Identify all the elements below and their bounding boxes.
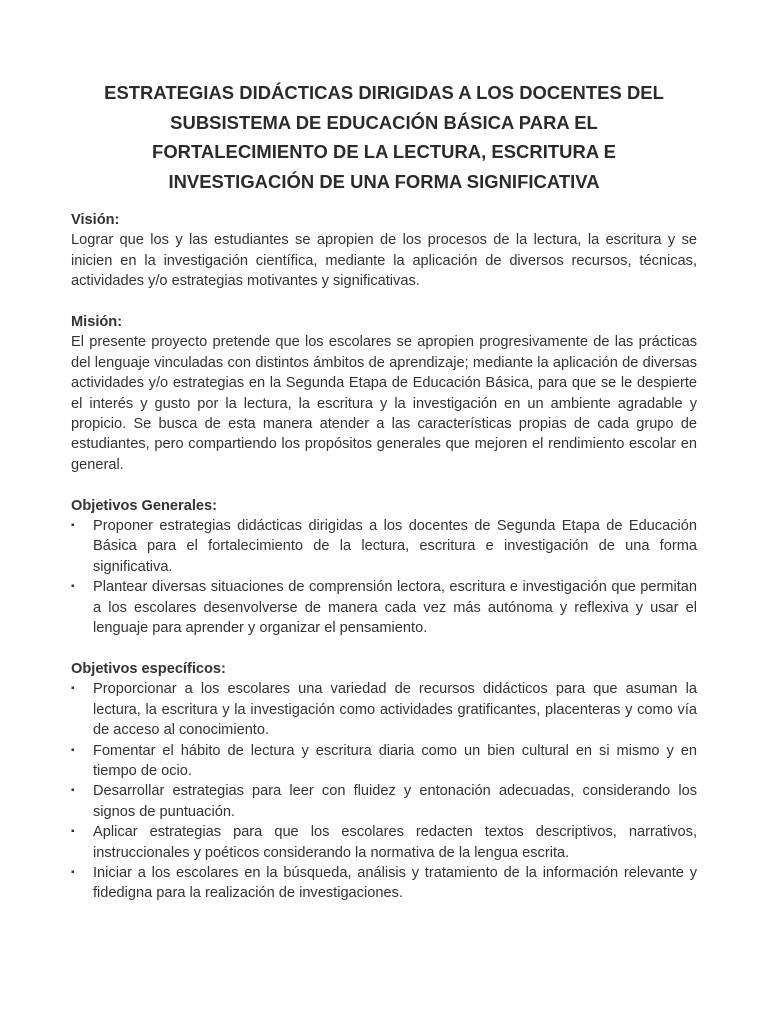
square-bullet-icon: ▪ xyxy=(71,866,75,878)
objetivos-especificos-list xyxy=(71,679,697,903)
list-item-text: Aplicar estrategias para que los escolares redacten textos descriptivos, narrativos, instruccionales y poéticos considerando la normativa de la lengua escrita. xyxy=(93,824,697,861)
objetivos-generales-list xyxy=(71,516,697,638)
document-title xyxy=(71,78,697,196)
list-item xyxy=(71,577,697,638)
square-bullet-icon: ▪ xyxy=(71,520,75,532)
list-item-text: Desarrollar estrategias para leer con fluidez y entonación adecuadas, considerando los signos de puntuación. xyxy=(93,783,697,820)
vision-section xyxy=(71,210,697,292)
square-bullet-icon: ▪ xyxy=(71,683,75,695)
list-item-text: Proponer estrategias didácticas dirigidas a los docentes de Segunda Etapa de Educación Básica para el fortalecimiento de la lectura, escritura e investigación de una forma significativa. xyxy=(93,518,697,575)
title-line: FORTALECIMIENTO DE LA LECTURA, ESCRITURA E xyxy=(152,141,616,162)
list-item xyxy=(71,516,697,577)
list-item-text: Proporcionar a los escolares una variedad de recursos didácticos para que asuman la lectura, la escritura y la investigación como actividades gratificantes, placenteras y como vía de acceso al conocimiento. xyxy=(93,681,697,739)
list-item xyxy=(71,741,697,782)
square-bullet-icon: ▪ xyxy=(71,744,75,756)
mision-text: El presente proyecto pretende que los escolares se apropien progresivamente de las prácticas del lenguaje vinculadas con distintos ámbitos de aprendizaje; mediante la aplicación de diversas actividades y/o estrategias en la Segunda Etapa de Educación Básica, para que se le despierte el interés y gusto por la lectura, la escritura y la investigación en un ambiente agradable y propicio. Se busca de esta manera atender a las características propias de cada grupo de estudiantes, pero compartiendo los propósitos generales que mejoren el rendimiento escolar en general. xyxy=(71,334,697,473)
list-item xyxy=(71,822,697,863)
title-line: ESTRATEGIAS DIDÁCTICAS DIRIGIDAS A LOS DOCENTES DEL xyxy=(104,82,664,103)
objetivos-especificos-heading: Objetivos específicos: xyxy=(71,660,226,677)
list-item-text: Iniciar a los escolares en la búsqueda, análisis y tratamiento de la información relevante y fidedigna para la realización de investigaciones. xyxy=(93,864,697,902)
square-bullet-icon: ▪ xyxy=(71,581,75,593)
title-line: INVESTIGACIÓN DE UNA FORMA SIGNIFICATIVA xyxy=(168,170,600,192)
title-line: SUBSISTEMA DE EDUCACIÓN BÁSICA PARA EL xyxy=(170,111,598,133)
square-bullet-icon: ▪ xyxy=(71,785,75,797)
objetivos-generales-section xyxy=(71,496,697,639)
objetivos-especificos-section xyxy=(71,659,697,904)
mision-heading: Misión: xyxy=(71,314,123,331)
list-item xyxy=(71,679,697,740)
vision-heading: Visión: xyxy=(71,212,120,228)
list-item xyxy=(71,863,697,904)
document-page xyxy=(71,78,697,904)
list-item-text: Plantear diversas situaciones de comprensión lectora, escritura e investigación que permitan a los escolares desenvolverse de manera cada vez más autónoma y reflexiva y usar el lenguaje para aprender y organizar el pensamiento. xyxy=(93,579,697,637)
list-item-text: Fomentar el hábito de lectura y escritura diaria como un bien cultural en si mismo y en tiempo de ocio. xyxy=(93,742,697,779)
objetivos-generales-heading: Objetivos Generales: xyxy=(71,497,217,514)
vision-text: Lograr que los y las estudiantes se apropien de los procesos de la lectura, la escritura y se inicien en la investigación científica, mediante la aplicación de diversos recursos, técnicas, actividades y/o estrategias motivantes y significativas. xyxy=(71,232,697,290)
square-bullet-icon: ▪ xyxy=(71,826,75,838)
mision-section xyxy=(71,312,697,475)
list-item xyxy=(71,781,697,822)
